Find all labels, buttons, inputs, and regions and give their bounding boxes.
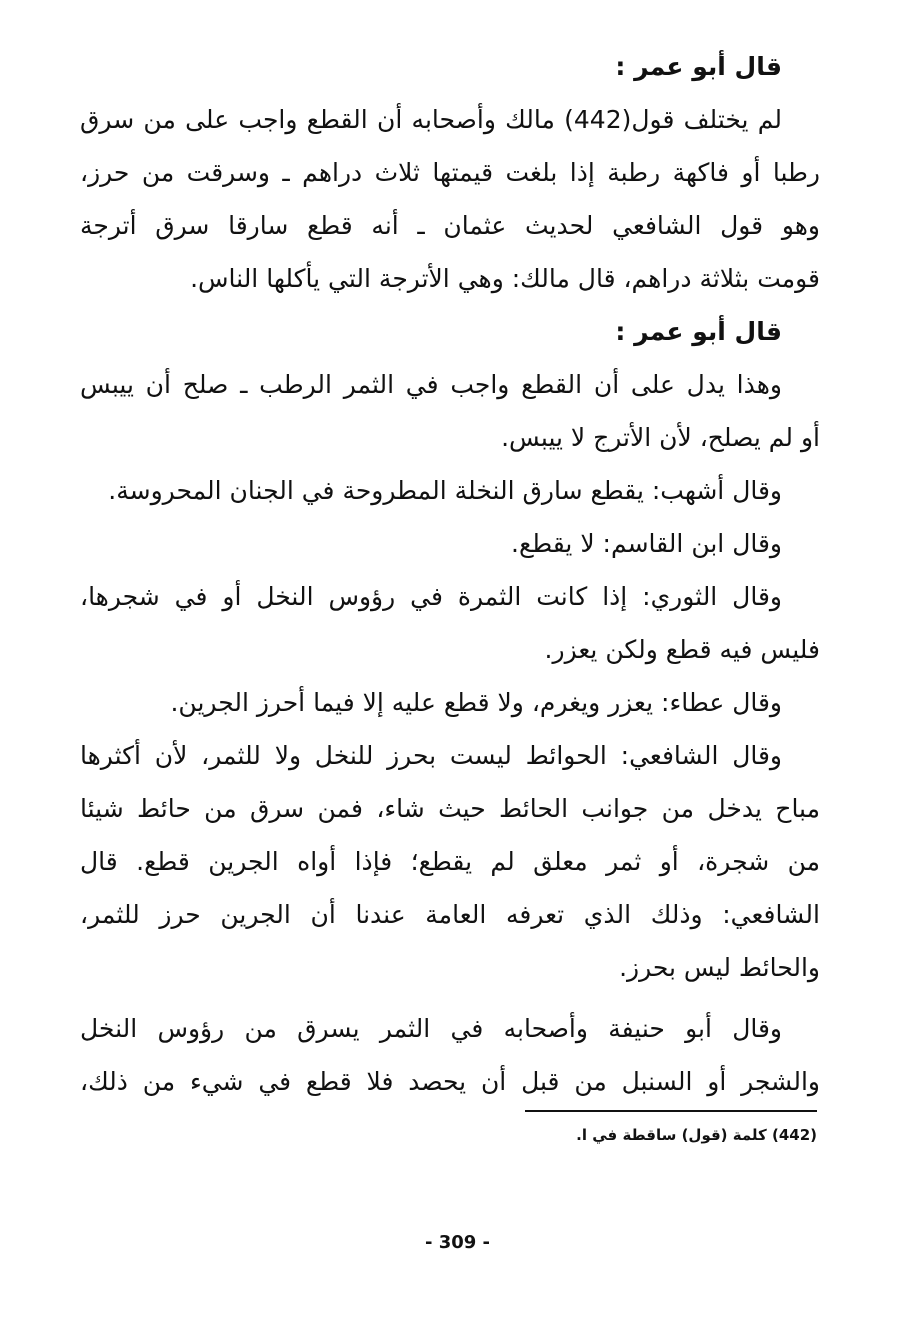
page-number: - 309 - [424, 1232, 491, 1253]
text-line: فليس فيه قطع ولكن يعزر. [544, 635, 820, 664]
text-line: وقال الثوري: إذا كانت الثمرة في رؤوس النخل أو في شجرها، [80, 582, 782, 611]
text-line: وهذا يدل على أن القطع واجب في الثمر الرطب ـ صلح أن ييبس [80, 370, 782, 399]
text-line: وقال أشهب: يقطع سارق النخلة المطروحة في الجنان المحروسة. [108, 476, 782, 505]
text-line: والحائط ليس بحرز. [619, 953, 820, 982]
text-line: قومت بثلاثة دراهم، قال مالك: وهي الأترجة التي يأكلها الناس. [190, 264, 820, 293]
text-line: وهو قول الشافعي لحديث عثمان ـ أنه قطع سارقا سرق أترجة [80, 211, 820, 240]
text-line: لم يختلف قول(442) مالك وأصحابه أن القطع واجب على من سرق [80, 105, 782, 134]
text-line: وقال عطاء: يعزر ويغرم، ولا قطع عليه إلا فيما أحرز الجرين. [170, 688, 782, 717]
text-line: وقال الشافعي: الحوائط ليست بحرز للنخل ولا للثمر، لأن أكثرها [80, 741, 782, 770]
main-text [80, 40, 820, 1108]
footnote: (442) كلمة (قول) ساقطة في ا. [576, 1126, 817, 1144]
text-line: وقال ابن القاسم: لا يقطع. [511, 529, 782, 558]
text-line: مباح يدخل من جوانب الحائط حيث شاء، فمن سرق من حائط شيئا [80, 794, 820, 823]
text-line: الشافعي: وذلك الذي تعرفه العامة عندنا أن الجرين حرز للثمر، [80, 900, 820, 929]
heading-abu-umar: قال أبو عمر : [615, 317, 782, 346]
text-line: رطبا أو فاكهة رطبة إذا بلغت قيمتها ثلاث دراهم ـ وسرقت من حرز، [80, 158, 820, 187]
text-line: أو لم يصلح، لأن الأترج لا ييبس. [501, 423, 820, 452]
text-line: وقال أبو حنيفة وأصحابه في الثمر يسرق من رؤوس النخل [80, 1014, 782, 1043]
text-line: من شجرة، أو ثمر معلق لم يقطع؛ فإذا أواه الجرين قطع. قال [80, 847, 820, 876]
text-line: والشجر أو السنبل من قبل أن يحصد فلا قطع في شيء من ذلك، [80, 1067, 820, 1096]
heading-abu-umar: قال أبو عمر : [615, 52, 782, 81]
footnote-separator [525, 1110, 817, 1112]
